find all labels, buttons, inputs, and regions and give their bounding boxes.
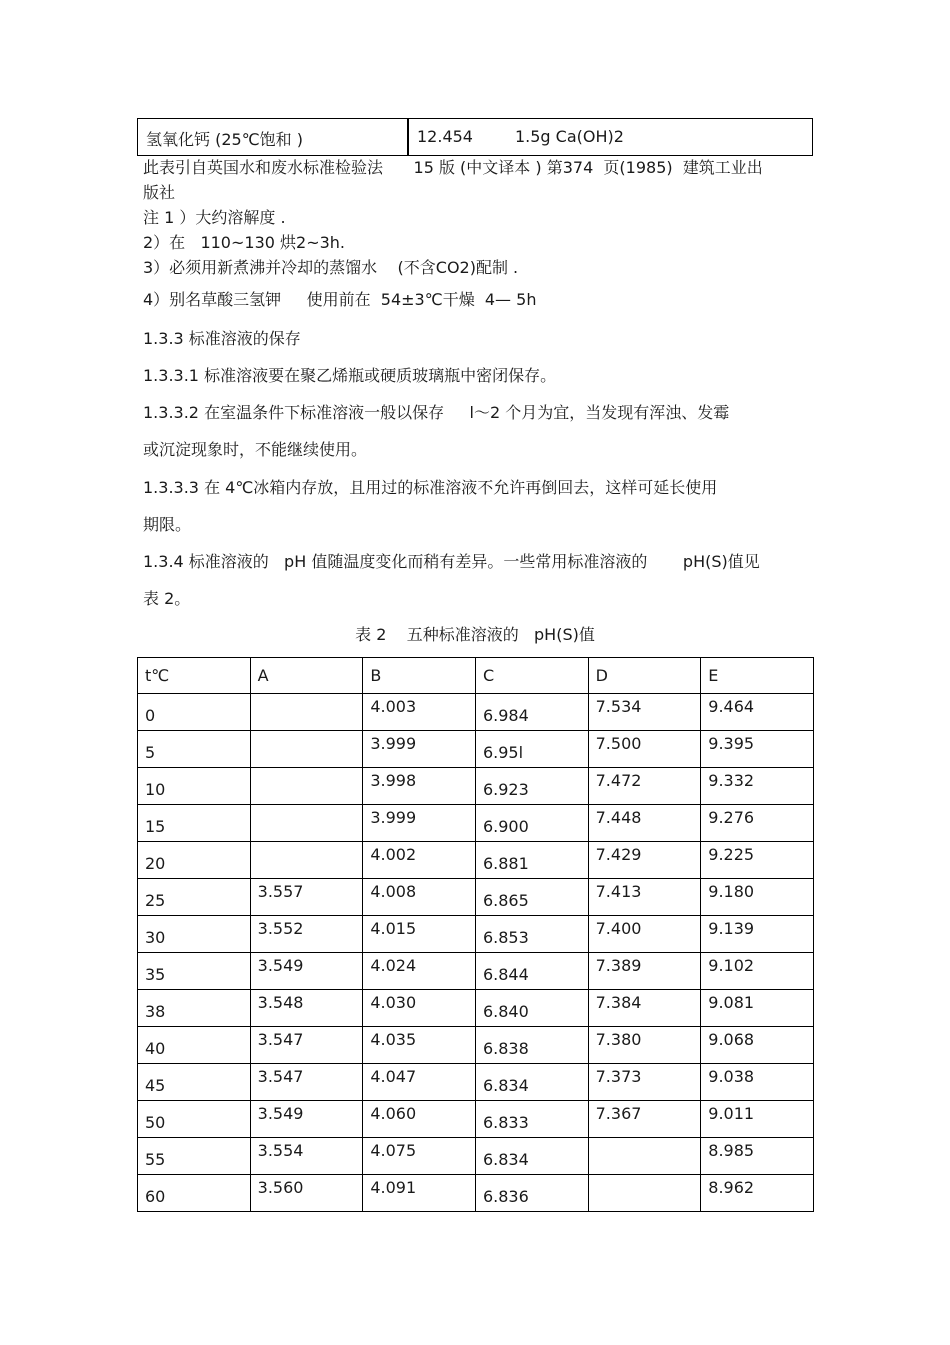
cell-value: 38 xyxy=(145,1001,166,1021)
cell-value: 9.225 xyxy=(708,844,755,864)
e-cell xyxy=(701,953,814,990)
a-cell xyxy=(250,1027,363,1064)
cell-value: 9.395 xyxy=(708,733,755,753)
ph-value: 12.454 xyxy=(417,127,473,146)
cell-value: 6.923 xyxy=(482,779,529,799)
e-cell xyxy=(701,805,814,842)
cell-value: 6.836 xyxy=(482,1186,529,1206)
temperature-cell xyxy=(138,1101,251,1138)
d-cell xyxy=(588,916,701,953)
cell-value: 6.834 xyxy=(482,1075,529,1095)
c-cell xyxy=(475,731,588,768)
c-cell xyxy=(475,768,588,805)
table-row xyxy=(138,842,814,879)
b-cell xyxy=(363,953,476,990)
table-header-row xyxy=(138,658,814,694)
table-row xyxy=(138,1101,814,1138)
a-cell xyxy=(250,1101,363,1138)
b-cell xyxy=(363,805,476,842)
cell-value: 60 xyxy=(145,1186,166,1206)
cell-value: 7.389 xyxy=(595,955,642,975)
cell-value: 35 xyxy=(145,964,166,984)
cell-value: 4.091 xyxy=(370,1177,417,1197)
cell-value: 45 xyxy=(145,1075,166,1095)
e-cell xyxy=(701,731,814,768)
e-cell xyxy=(701,1138,814,1175)
d-cell xyxy=(588,879,701,916)
c-cell xyxy=(475,1101,588,1138)
a-cell xyxy=(250,879,363,916)
b-cell xyxy=(363,842,476,879)
e-cell xyxy=(701,916,814,953)
note-3: 3）必须用新煮沸并冷却的蒸馏水 (不含CO2)配制 . xyxy=(143,258,519,277)
table-row xyxy=(138,768,814,805)
e-cell xyxy=(701,694,814,731)
a-cell xyxy=(250,694,363,731)
temperature-cell xyxy=(138,916,251,953)
cell-value: 3.547 xyxy=(257,1029,304,1049)
b-cell xyxy=(363,916,476,953)
cell-value: 4.003 xyxy=(370,696,417,716)
source-note-line2: 版社 xyxy=(143,183,176,202)
cell-value: 6.833 xyxy=(482,1112,529,1132)
c-cell xyxy=(475,1138,588,1175)
cell-value: 9.180 xyxy=(708,881,755,901)
cell-value: 9.081 xyxy=(708,992,755,1012)
d-cell xyxy=(588,805,701,842)
temperature-cell xyxy=(138,1064,251,1101)
temperature-cell xyxy=(138,990,251,1027)
cell-value: 6.984 xyxy=(482,705,529,725)
temperature-cell xyxy=(138,842,251,879)
cell-value: 7.413 xyxy=(595,881,642,901)
header-e: E xyxy=(701,658,814,694)
a-cell xyxy=(250,916,363,953)
source-note-line1: 此表引自英国水和废水标准检验法 15 版 (中文译本 ) 第374 页(1985) 建筑工业出 xyxy=(143,158,763,177)
c-cell xyxy=(475,879,588,916)
cell-value: 3.552 xyxy=(257,918,304,938)
cell-value: 55 xyxy=(145,1149,166,1169)
b-cell xyxy=(363,1138,476,1175)
cell-value: 7.448 xyxy=(595,807,642,827)
c-cell xyxy=(475,805,588,842)
table-row xyxy=(138,879,814,916)
cell-value: 6.865 xyxy=(482,890,529,910)
temperature-cell xyxy=(138,879,251,916)
section-heading-1-3-3: 1.3.3 标准溶液的保存 xyxy=(143,329,301,348)
d-cell xyxy=(588,768,701,805)
cell-value: 4.060 xyxy=(370,1103,417,1123)
cell-value: 7.400 xyxy=(595,918,642,938)
paragraph-1-3-3-2-line1: 1.3.3.2 在室温条件下标准溶液一般以保存 l～2 个月为宜，当发现有浑浊、发霉 xyxy=(143,403,730,422)
value-cell xyxy=(409,119,812,155)
cell-value: 7.373 xyxy=(595,1066,642,1086)
cell-value: 50 xyxy=(145,1112,166,1132)
e-cell xyxy=(701,1175,814,1212)
a-cell xyxy=(250,1064,363,1101)
cell-value: 6.834 xyxy=(482,1149,529,1169)
e-cell xyxy=(701,842,814,879)
cell-value: 8.962 xyxy=(708,1177,755,1197)
cell-value: 6.840 xyxy=(482,1001,529,1021)
cell-value: 4.008 xyxy=(370,881,417,901)
d-cell xyxy=(588,1175,701,1212)
cell-value: 6.838 xyxy=(482,1038,529,1058)
cell-value: 6.853 xyxy=(482,927,529,947)
d-cell xyxy=(588,1138,701,1175)
d-cell xyxy=(588,953,701,990)
cell-value: 3.554 xyxy=(257,1140,304,1160)
solubility-table-row xyxy=(137,118,813,156)
a-cell xyxy=(250,842,363,879)
c-cell xyxy=(475,1064,588,1101)
paragraph-1-3-3-3-line1: 1.3.3.3 在 4℃冰箱内存放，且用过的标准溶液不允许再倒回去，这样可延长使用 xyxy=(143,478,718,497)
temperature-cell xyxy=(138,805,251,842)
note-2: 2）在 110~130 烘2~3h. xyxy=(143,233,346,252)
d-cell xyxy=(588,731,701,768)
note-4: 4）别名草酸三氢钾 使用前在 54±3℃干燥 4— 5h xyxy=(143,290,537,309)
cell-value: 7.500 xyxy=(595,733,642,753)
table-row xyxy=(138,990,814,1027)
cell-value: 4.075 xyxy=(370,1140,417,1160)
b-cell xyxy=(363,1175,476,1212)
cell-value: 7.472 xyxy=(595,770,642,790)
cell-value: 4.047 xyxy=(370,1066,417,1086)
table-row xyxy=(138,731,814,768)
header-b: B xyxy=(363,658,476,694)
e-cell xyxy=(701,1027,814,1064)
temperature-cell xyxy=(138,1138,251,1175)
table-caption: 表 2 五种标准溶液的 pH(S)值 xyxy=(355,625,595,644)
d-cell xyxy=(588,990,701,1027)
cell-value: 4.024 xyxy=(370,955,417,975)
table-body xyxy=(138,694,814,1212)
cell-value: 3.999 xyxy=(370,807,417,827)
d-cell xyxy=(588,1064,701,1101)
cell-value: 8.985 xyxy=(708,1140,755,1160)
cell-value: 9.332 xyxy=(708,770,755,790)
cell-value: 3.557 xyxy=(257,881,304,901)
e-cell xyxy=(701,768,814,805)
e-cell xyxy=(701,879,814,916)
paragraph-1-3-3-1: 1.3.3.1 标准溶液要在聚乙烯瓶或硬质玻璃瓶中密闭保存。 xyxy=(143,366,557,385)
temperature-cell xyxy=(138,768,251,805)
cell-value: 3.549 xyxy=(257,1103,304,1123)
b-cell xyxy=(363,1027,476,1064)
cell-value: 6.881 xyxy=(482,853,529,873)
cell-value: 9.464 xyxy=(708,696,755,716)
header-c: C xyxy=(475,658,588,694)
header-a: A xyxy=(250,658,363,694)
paragraph-1-3-4-line2: 表 2。 xyxy=(143,589,191,608)
cell-value: 7.384 xyxy=(595,992,642,1012)
c-cell xyxy=(475,1027,588,1064)
table-row xyxy=(138,1064,814,1101)
cell-value: 9.038 xyxy=(708,1066,755,1086)
d-cell xyxy=(588,1027,701,1064)
c-cell xyxy=(475,1175,588,1212)
amount-value: 1.5g Ca(OH)2 xyxy=(514,127,624,146)
header-temperature: t℃ xyxy=(138,658,251,694)
cell-value: 20 xyxy=(145,853,166,873)
cell-value: 15 xyxy=(145,816,166,836)
a-cell xyxy=(250,768,363,805)
table-row xyxy=(138,805,814,842)
b-cell xyxy=(363,731,476,768)
e-cell xyxy=(701,1064,814,1101)
c-cell xyxy=(475,694,588,731)
a-cell xyxy=(250,805,363,842)
cell-value: 9.102 xyxy=(708,955,755,975)
b-cell xyxy=(363,1064,476,1101)
cell-value: 4.015 xyxy=(370,918,417,938)
ph-standard-table xyxy=(137,657,814,1212)
cell-value: 0 xyxy=(145,705,156,725)
a-cell xyxy=(250,1175,363,1212)
cell-value: 6.844 xyxy=(482,964,529,984)
cell-value: 4.030 xyxy=(370,992,417,1012)
cell-value: 4.002 xyxy=(370,844,417,864)
a-cell xyxy=(250,731,363,768)
cell-value: 9.068 xyxy=(708,1029,755,1049)
table-row xyxy=(138,916,814,953)
substance-cell: 氢氧化钙 (25℃饱和 ) xyxy=(138,119,409,155)
c-cell xyxy=(475,916,588,953)
c-cell xyxy=(475,842,588,879)
a-cell xyxy=(250,953,363,990)
table-row xyxy=(138,1027,814,1064)
cell-value: 3.549 xyxy=(257,955,304,975)
b-cell xyxy=(363,1101,476,1138)
cell-value: 30 xyxy=(145,927,166,947)
a-cell xyxy=(250,990,363,1027)
cell-value: 9.276 xyxy=(708,807,755,827)
cell-value: 7.534 xyxy=(595,696,642,716)
d-cell xyxy=(588,1101,701,1138)
cell-value: 3.998 xyxy=(370,770,417,790)
cell-value: 3.547 xyxy=(257,1066,304,1086)
cell-value: 9.011 xyxy=(708,1103,755,1123)
cell-value: 9.139 xyxy=(708,918,755,938)
temperature-cell xyxy=(138,731,251,768)
b-cell xyxy=(363,768,476,805)
cell-value: 7.429 xyxy=(595,844,642,864)
c-cell xyxy=(475,953,588,990)
cell-value: 5 xyxy=(145,742,156,762)
a-cell xyxy=(250,1138,363,1175)
cell-value: 3.560 xyxy=(257,1177,304,1197)
d-cell xyxy=(588,842,701,879)
table-row xyxy=(138,953,814,990)
e-cell xyxy=(701,990,814,1027)
paragraph-1-3-3-3-line2: 期限。 xyxy=(143,515,192,534)
e-cell xyxy=(701,1101,814,1138)
cell-value: 7.367 xyxy=(595,1103,642,1123)
cell-value: 10 xyxy=(145,779,166,799)
d-cell xyxy=(588,694,701,731)
temperature-cell xyxy=(138,694,251,731)
table-row xyxy=(138,694,814,731)
cell-value: 3.548 xyxy=(257,992,304,1012)
paragraph-1-3-3-2-line2: 或沉淀现象时，不能继续使用。 xyxy=(143,440,368,459)
temperature-cell xyxy=(138,1027,251,1064)
cell-value: 6.95l xyxy=(482,742,524,762)
temperature-cell xyxy=(138,953,251,990)
table-row xyxy=(138,1175,814,1212)
paragraph-1-3-4-line1: 1.3.4 标准溶液的 pH 值随温度变化而稍有差异。一些常用标准溶液的 pH(S)值见 xyxy=(143,552,760,571)
header-d: D xyxy=(588,658,701,694)
cell-value: 25 xyxy=(145,890,166,910)
c-cell xyxy=(475,990,588,1027)
b-cell xyxy=(363,990,476,1027)
cell-value: 7.380 xyxy=(595,1029,642,1049)
temperature-cell xyxy=(138,1175,251,1212)
b-cell xyxy=(363,879,476,916)
cell-value: 4.035 xyxy=(370,1029,417,1049)
cell-value: 3.999 xyxy=(370,733,417,753)
cell-value: 40 xyxy=(145,1038,166,1058)
table-row xyxy=(138,1138,814,1175)
cell-value: 6.900 xyxy=(482,816,529,836)
note-1: 注 1 ）大约溶解度 . xyxy=(143,208,286,227)
b-cell xyxy=(363,694,476,731)
